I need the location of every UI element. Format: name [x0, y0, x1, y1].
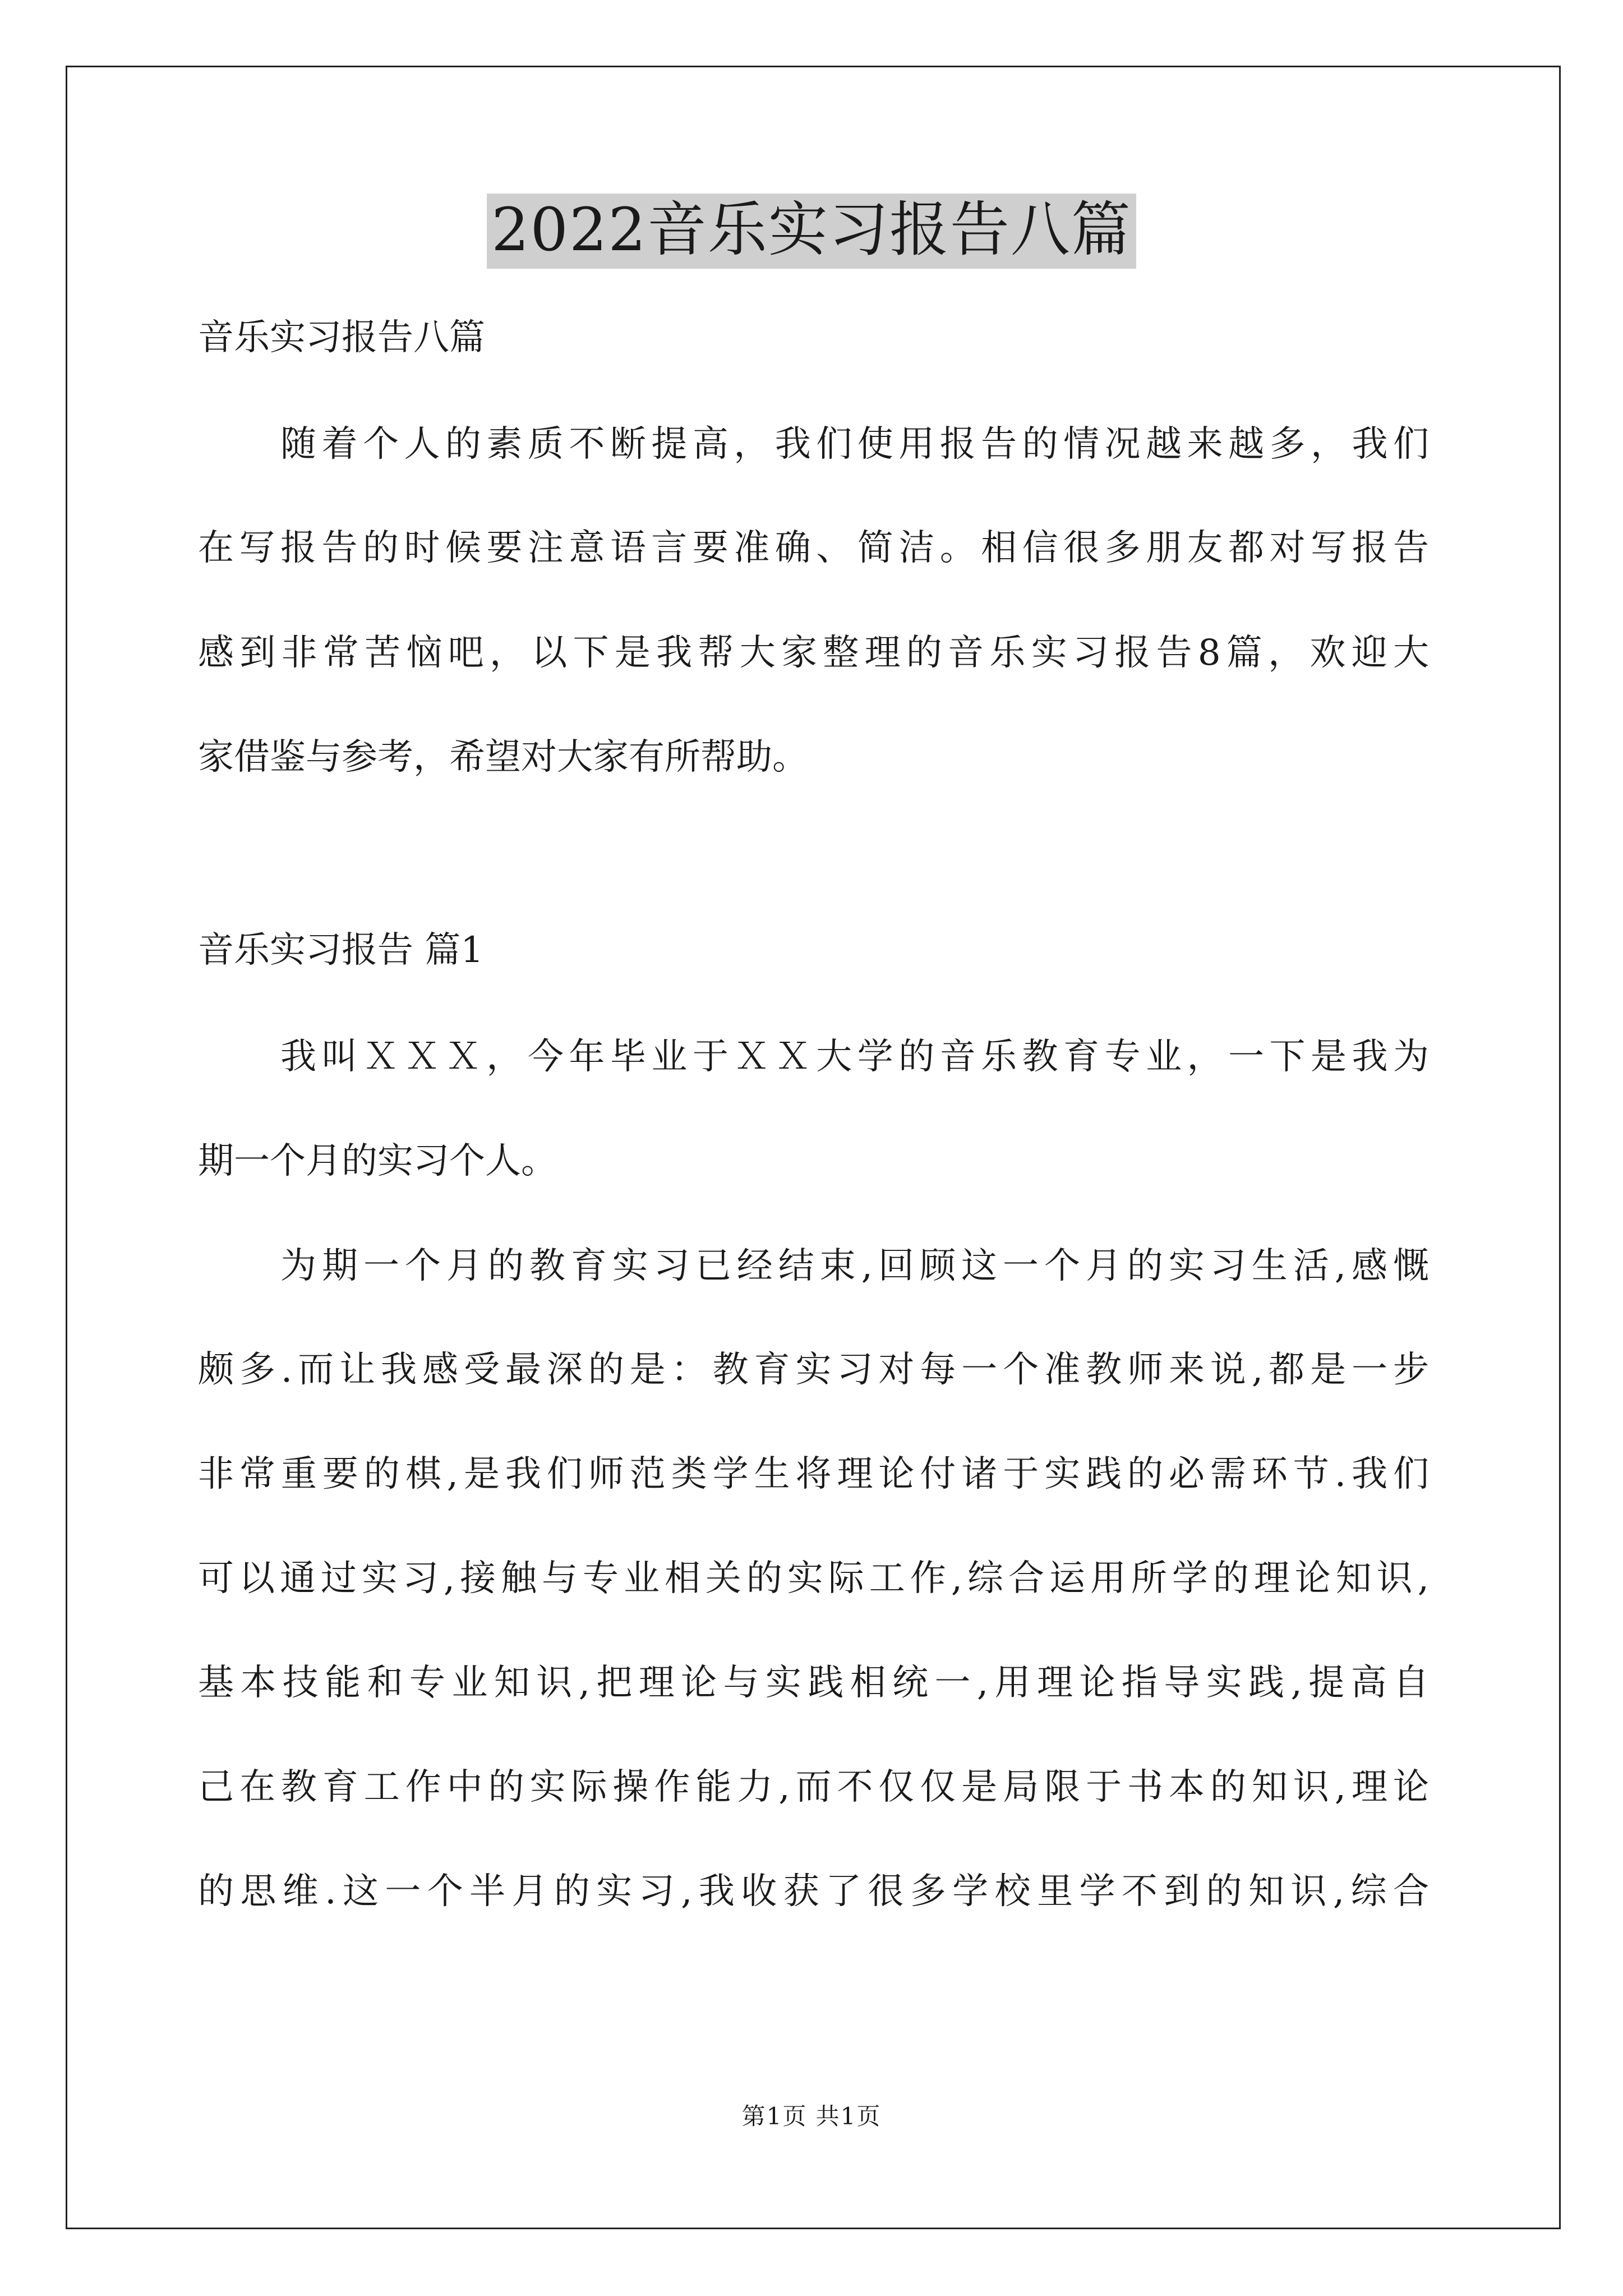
paragraph-line: 随着个人的素质不断提高，我们使用报告的情况越来越多，我们 — [280, 424, 1429, 465]
document-title — [0, 194, 1623, 269]
paragraph-line: 的思维.这一个半月的实习,我收获了很多学校里学不到的知识,综合 — [198, 1871, 1429, 1912]
paragraph-line: 在写报告的时候要注意语言要准确、简洁。相信很多朋友都对写报告 — [198, 527, 1429, 569]
section-heading: 音乐实习报告八篇 — [198, 317, 485, 358]
paragraph-line: 家借鉴与参考，希望对大家有所帮助。 — [198, 737, 808, 778]
paragraph-line: 非常重要的棋,是我们师范类学生将理论付诸于实践的必需环节.我们 — [198, 1453, 1429, 1495]
paragraph-line: 基本技能和专业知识,把理论与实践相统一,用理论指导实践,提高自 — [198, 1662, 1429, 1704]
paragraph-line: 己在教育工作中的实际操作能力,而不仅仅是局限于书本的知识,理论 — [198, 1766, 1429, 1808]
paragraph-line: 颇多.而让我感受最深的是：教育实习对每一个准教师来说,都是一步 — [198, 1349, 1429, 1391]
paragraph-line: 可以通过实习,接触与专业相关的实际工作,综合运用所学的理论知识, — [198, 1558, 1429, 1599]
paragraph-line: 期一个月的实习个人。 — [198, 1140, 557, 1182]
paragraph-line: 感到非常苦恼吧，以下是我帮大家整理的音乐实习报告8篇，欢迎大 — [198, 632, 1429, 674]
document-title-text: 2022音乐实习报告八篇 — [487, 194, 1136, 269]
page-number-footer: 第1页 共1页 — [741, 2102, 882, 2130]
paragraph-line: 我叫ＸＸＸ，今年毕业于ＸＸ大学的音乐教育专业，一下是我为 — [280, 1036, 1429, 1078]
paragraph-line: 为期一个月的教育实习已经结束,回顾这一个月的实习生活,感慨 — [280, 1245, 1429, 1287]
section-heading: 音乐实习报告 篇1 — [198, 930, 484, 971]
